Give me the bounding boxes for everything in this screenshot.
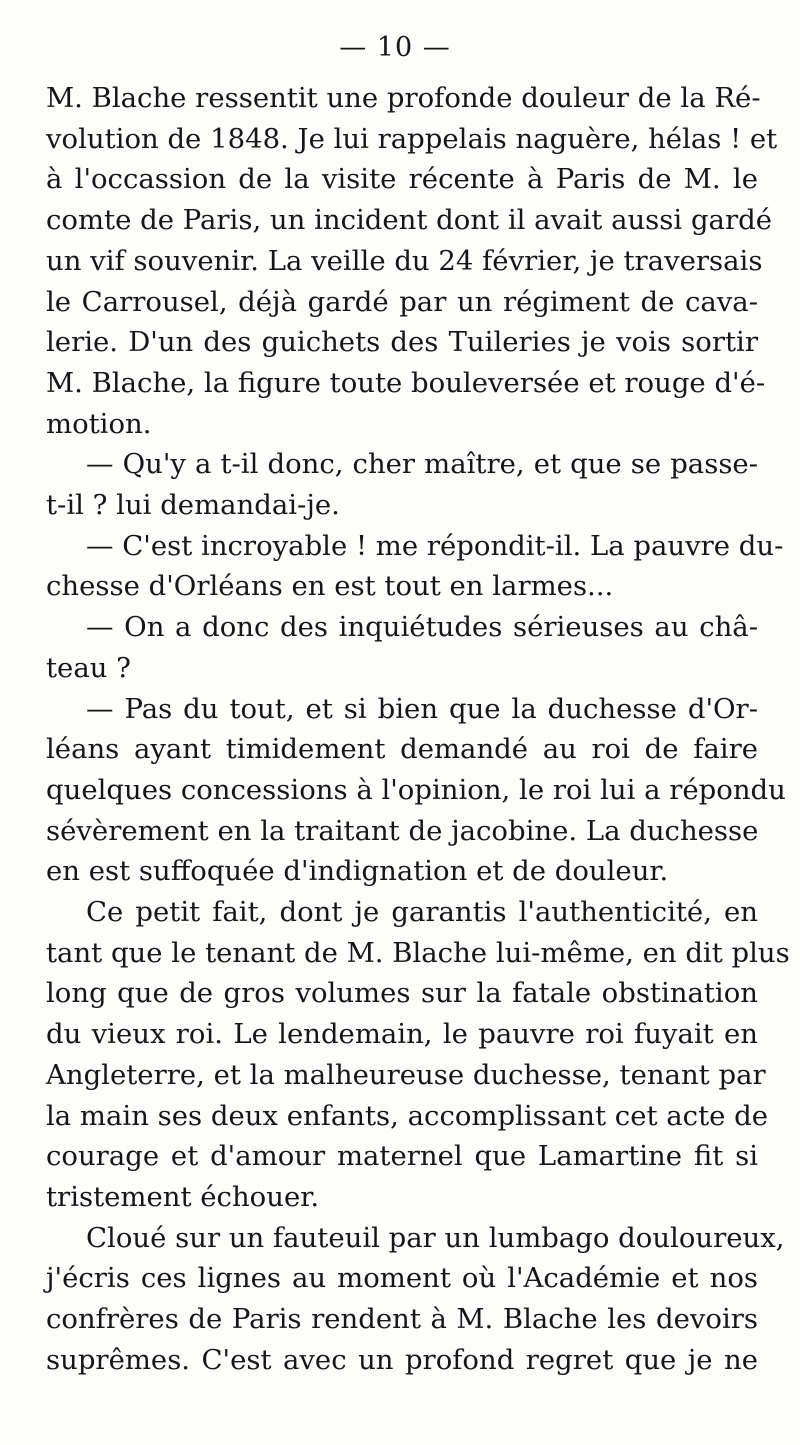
text-line: volution de 1848. Je lui rappelais naguère, hélas ! et [46, 122, 778, 155]
text-line: le Carrousel, déjà gardé par un régiment de cava- [46, 285, 758, 318]
text-line: à l'occassion de la visite récente à Paris de M. le [46, 163, 758, 196]
text-line: chesse d'Orléans en est tout en larmes... [46, 570, 614, 603]
text-line: en est suffoquée d'indignation et de douleur. [46, 855, 669, 888]
body-text [46, 78, 790, 1381]
text-line: t-il ? lui demandai-je. [46, 489, 340, 522]
text-line: tristement échouer. [46, 1180, 320, 1213]
text-line: lerie. D'un des guichets des Tuileries je vois sortir [46, 326, 758, 359]
text-line: long que de gros volumes sur la fatale obstination [46, 977, 758, 1010]
text-line: confrères de Paris rendent à M. Blache les devoirs [46, 1303, 758, 1336]
text-line: M. Blache, la figure toute bouleversée et rouge d'é- [46, 366, 766, 399]
dialogue-line: — Qu'y a t-il donc, cher maître, et que se passe- [86, 448, 758, 481]
text-line: quelques concessions à l'opinion, le roi lui a répondu [46, 773, 786, 806]
dialogue-line: — On a donc des inquiétudes sérieuses au châ- [86, 611, 758, 644]
text-line: motion. [46, 407, 152, 440]
text-line: léans ayant timidement demandé au roi de faire [46, 733, 758, 766]
text-line: courage et d'amour maternel que Lamartine fit si [46, 1140, 758, 1173]
text-line: teau ? [46, 651, 131, 684]
dialogue-line: — C'est incroyable ! me répondit-il. La pauvre du- [86, 529, 784, 562]
dialogue-line: — Pas du tout, et si bien que la duchesse d'Or- [86, 692, 758, 725]
text-line: M. Blache ressentit une profonde douleur de la Ré- [46, 82, 761, 114]
text-line: un vif souvenir. La veille du 24 février, je traversais [46, 244, 763, 277]
text-line: comte de Paris, un incident dont il avait aussi gardé [46, 204, 772, 237]
text-line: suprêmes. C'est avec un profond regret que je ne [46, 1343, 758, 1376]
text-line: tant que le tenant de M. Blache lui-même, en dit plus [46, 936, 790, 969]
page-number: — 10 — [339, 32, 451, 63]
paragraph-first-line: Ce petit fait, dont je garantis l'authenticité, en [86, 896, 758, 929]
text-line: sévèrement en la traitant de jacobine. La duchesse [46, 814, 759, 847]
text-line: j'écris ces lignes au moment où l'Académie et nos [46, 1262, 758, 1295]
text-line: la main ses deux enfants, accomplissant cet acte de [46, 1099, 769, 1132]
text-line: du vieux roi. Le lendemain, le pauvre roi fuyait en [46, 1018, 758, 1051]
paragraph-first-line: Cloué sur un fauteuil par un lumbago douloureux, [86, 1221, 785, 1254]
text-line: Angleterre, et la malheureuse duchesse, tenant par [46, 1058, 766, 1091]
